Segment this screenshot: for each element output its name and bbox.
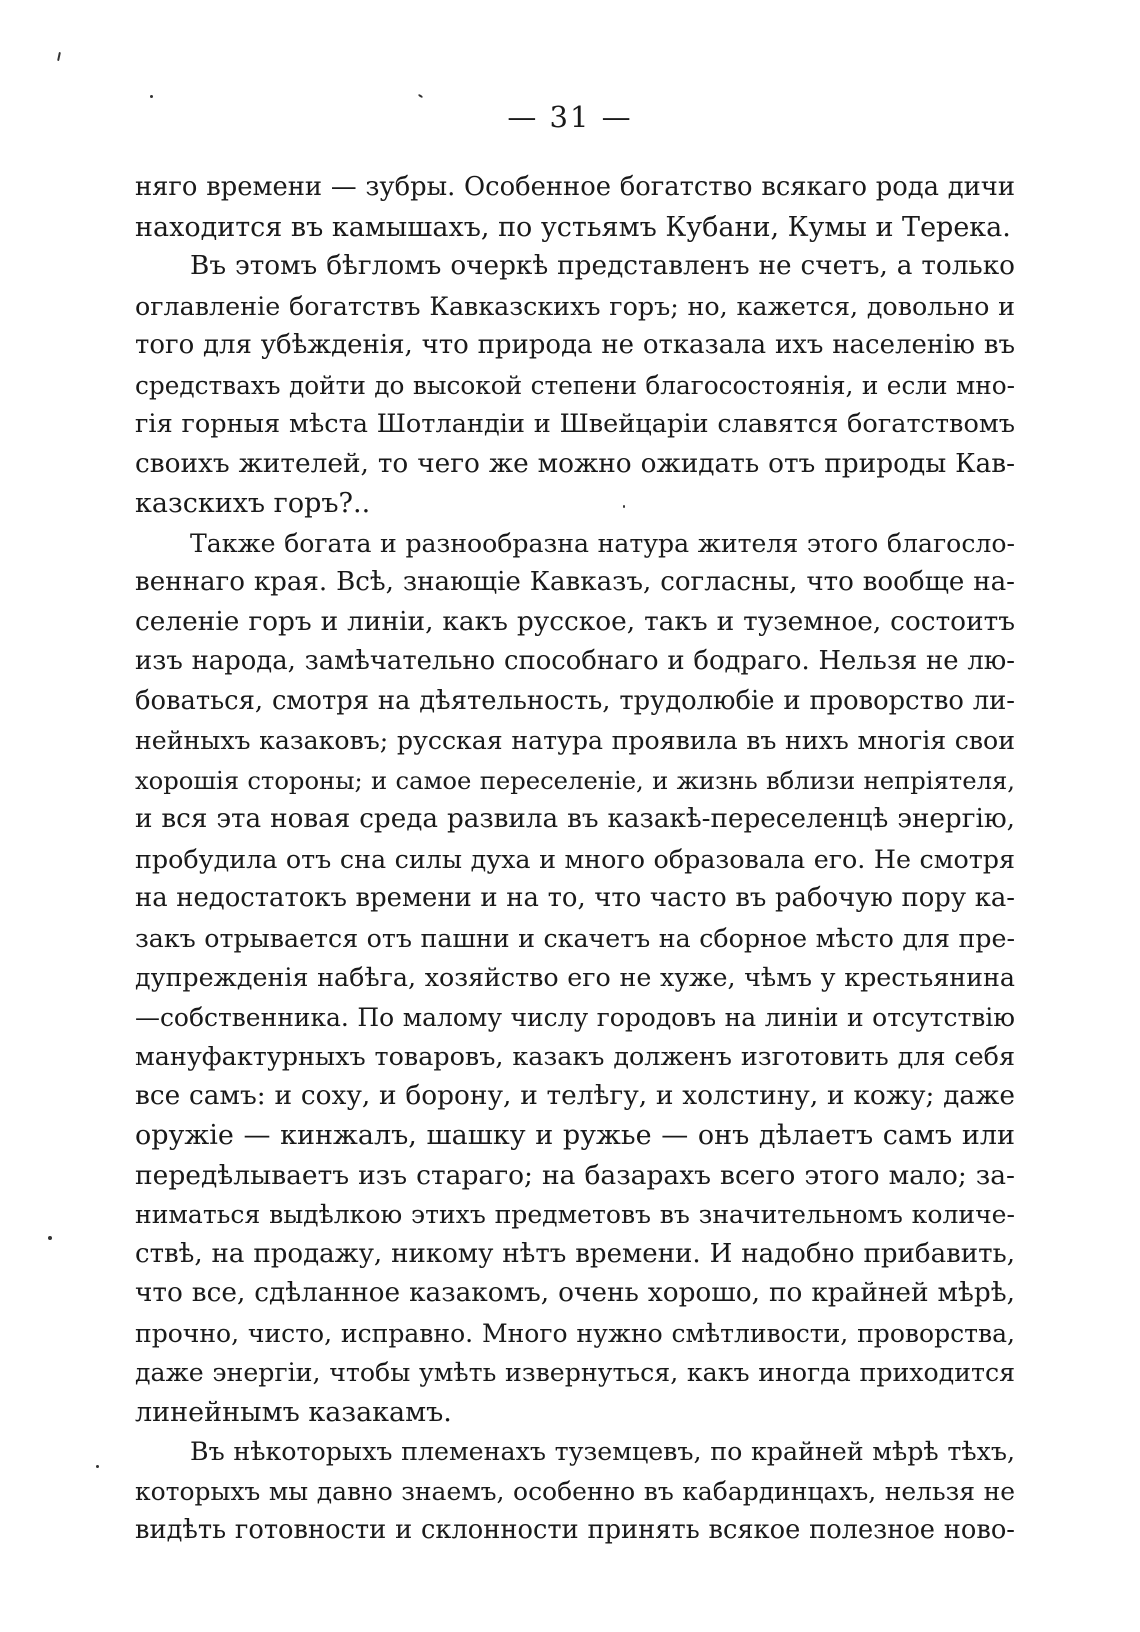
text-line: селеніе горъ и линіи, какъ русское, такъ и туземное, состоитъ [135,606,1015,637]
text-line: ниматься выдѣлкою этихъ предметовъ въ значительномъ количе- [135,1200,1015,1229]
text-line: пробудила отъ сна силы духа и много образовала его. Не смотря [135,843,1015,874]
text-line: ствѣ, на продажу, никому нѣтъ времени. И надобно прибавить, [135,1238,1015,1269]
text-line: закъ отрывается отъ пашни и скачетъ на сборное мѣсто для пре- [135,923,1015,953]
paragraph [135,247,1015,524]
text-line: того для убѣжденія, что природа не отказала ихъ населенію въ [135,330,1015,360]
text-line: передѣлываетъ изъ стараго; на базарахъ всего этого мало; за- [135,1159,1015,1191]
text-line: дупрежденія набѣга, хозяйство его не хуже, чѣмъ у крестьянина [135,962,1015,992]
paragraph [135,168,1015,247]
text-line: казскихъ горъ?.. [135,488,371,519]
text-line: Также богата и разнообразна натура жителя этого благосло- [190,528,1015,558]
text-line: изъ народа, замѣчательно способнаго и бодраго. Нельзя не лю- [135,646,1015,676]
text-line: нейныхъ казаковъ; русская натура проявила въ нихъ многія свои [135,726,1015,755]
text-line: находится въ камышахъ, по устьямъ Кубани, Кумы и Терека. [135,211,1011,243]
text-line: которыхъ мы давно знаемъ, особенно въ кабардинцахъ, нельзя не [135,1476,1015,1506]
paragraph [135,524,1015,1433]
page-number: — 31 — [507,100,633,134]
body-text [135,168,1015,1551]
text-line: оглавленіе богатствъ Кавказскихъ горъ; но, кажется, довольно и [135,290,1015,321]
text-line: что все, сдѣланное казакомъ, очень хорошо, по крайней мѣрѣ, [135,1278,1015,1308]
paragraph [135,1432,1015,1551]
text-line: хорошія стороны; и самое переселеніе, и жизнь вблизи непріятеля, [135,765,1015,795]
text-line: линейнымъ казакамъ. [135,1396,452,1428]
text-line: Въ этомъ бѣгломъ очеркѣ представленъ не счетъ, а только [190,251,1015,281]
text-line: и вся эта новая среда развила въ казакѣ-переселенцѣ энергію, [135,804,1015,834]
text-line: мануфактурныхъ товаровъ, казакъ долженъ изготовить для себя [135,1041,1015,1071]
text-line: своихъ жителей, то чего же можно ожидать отъ природы Кав- [135,448,1015,479]
text-line: видѣть готовности и склонности принять всякое полезное ново- [135,1515,1015,1545]
scan-speck [150,95,153,98]
text-line: даже энергіи, чтобы умѣть извернуться, какъ иногда приходится [135,1358,1015,1387]
scan-speck [48,1236,52,1240]
text-line: —собственника. По малому числу городовъ на линіи и отсутствію [135,1002,1015,1032]
text-line: прочно, чисто, исправно. Много нужно смѣтливости, проворства, [135,1318,1015,1348]
text-line: боваться, смотря на дѣятельность, трудолюбіе и проворство ли- [135,685,1015,716]
text-line: оружіе — кинжалъ, шашку и ружье — онъ дѣлаетъ самъ или [135,1120,1015,1151]
text-line: няго времени — зубры. Особенное богатство всякаго рода дичи [135,172,1015,202]
text-line: гія горныя мѣста Шотландіи и Швейцаріи славятся богатствомъ [135,409,1015,439]
text-line: средствахъ дойти до высокой степени благосостоянія, и если мно- [135,370,1015,400]
text-line: веннаго края. Всѣ, знающіе Кавказъ, согласны, что вообще на- [135,567,1015,597]
scan-speck [418,94,423,99]
scan-speck [623,505,625,508]
scan-speck [96,1465,99,1468]
text-line: на недостатокъ времени и на то, что часто въ рабочую пору ка- [135,883,1015,913]
scan-speck [57,52,61,61]
text-line: Въ нѣкоторыхъ племенахъ туземцевъ, по крайней мѣрѣ тѣхъ, [190,1437,1015,1466]
text-line: все самъ: и соху, и борону, и телѣгу, и холстину, и кожу; даже [135,1080,1015,1111]
